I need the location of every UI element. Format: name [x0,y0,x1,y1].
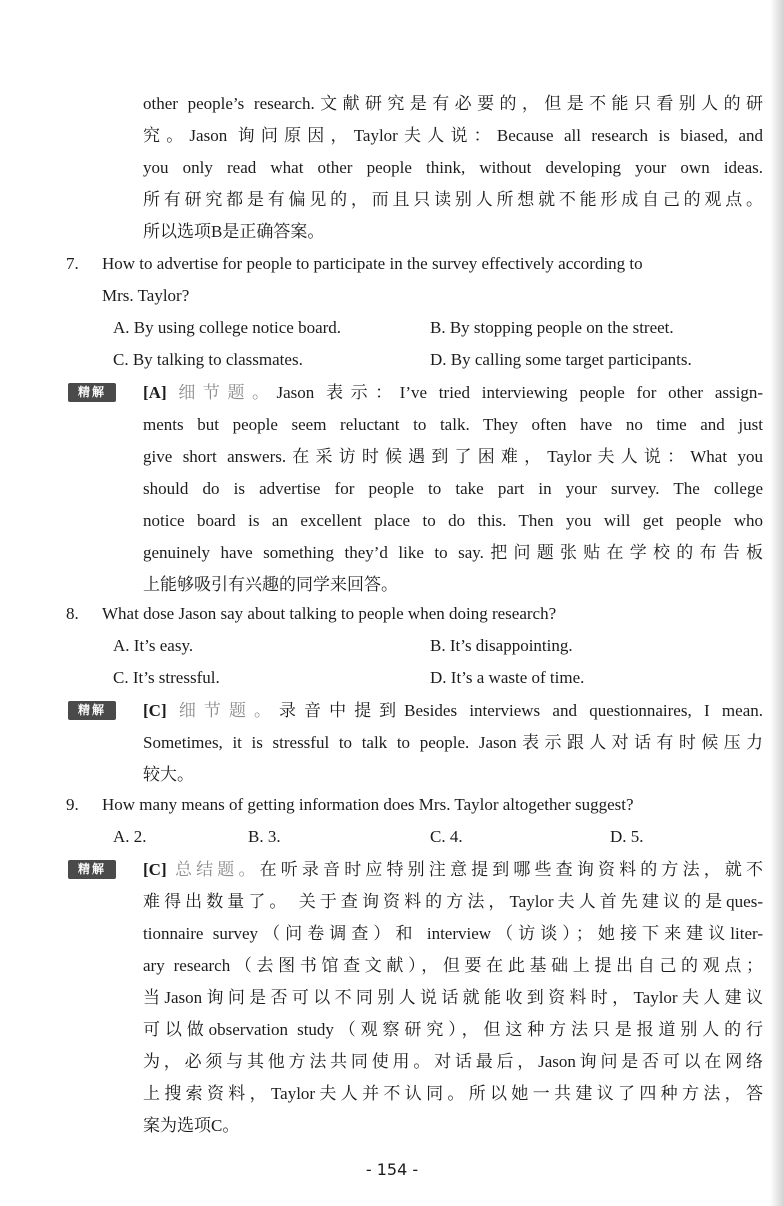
explanation-line: 上能够吸引有兴趣的同学来回答。 [143,575,398,594]
explanation-line: 可以做observation study（观察研究），但这种方法只是报道别人的行 [143,1020,763,1039]
explanation-line: 当Jason询问是否可以不同别人说话就能收到资料时，Taylor夫人建议 [143,988,763,1007]
option-b: B. By stopping people on the street. [430,318,674,337]
option-a: A. 2. [113,827,147,846]
question-9 [66,789,763,821]
explanation-line: tionnaire survey（问卷调查）和 interview（访谈）；她接下来建议liter- [143,924,763,943]
question-number: 7. [66,254,79,273]
question-text-cont: Mrs. Taylor? [102,286,190,305]
explanation-line: 上搜索资料，Taylor夫人并不认同。所以她一共建议了四种方法，答 [143,1084,763,1103]
continued-text-line: 所以选项B是正确答案。 [143,222,325,241]
option-d: D. By calling some target participants. [430,350,692,369]
answer-key: [C] [143,701,167,720]
option-c: C. By talking to classmates. [113,350,303,369]
continued-text-line: other people’s research.文献研究是有必要的，但是不能只看别人的研 [143,94,763,113]
explanation-first-line [143,377,763,409]
question-category: 细节题。 [178,701,280,720]
explanation-line: 为，必须与其他方法共同使用。对话最后，Jason询问是否可以在网络 [143,1052,763,1071]
explanation-line: give short answers.在采访时候遇到了困难，Taylor夫人说：What you [143,447,763,466]
explanation-badge: 精解 [68,860,116,879]
question-number: 8. [66,604,79,623]
explanation-line: 较大。 [143,765,194,784]
explanation-line: genuinely have something they’d like to say.把问题张贴在学校的布告板 [143,543,763,562]
question-text: What dose Jason say about talking to people when doing research? [102,604,557,623]
option-d: D. It’s a waste of time. [430,668,585,687]
explanation-badge: 精解 [68,701,116,720]
explanation-text: Jason 表示：I’ve tried interviewing people for other assign- [276,383,764,402]
option-b: B. It’s disappointing. [430,636,573,655]
option-a: A. By using college notice board. [113,318,342,337]
explanation-line: notice board is an excellent place to do this. Then you will get people who [143,511,763,530]
explanation-line: Sometimes, it is stressful to talk to people. Jason表示跟人对话有时候压力 [143,733,763,752]
option-b: B. 3. [248,827,281,846]
question-8 [66,598,763,630]
explanation-text: 录音中提到Besides interviews and questionnaires, I mean. [279,701,763,720]
option-d: D. 5. [610,827,644,846]
question-text: How many means of getting information does Mrs. Taylor altogether suggest? [102,795,634,814]
explanation-first-line [143,695,763,727]
explanation-text: 在听录音时应特别注意提到哪些查询资料的方法，就不 [259,860,764,879]
option-c: C. 4. [430,827,463,846]
continued-text-line: you only read what other people think, without developing your own ideas. [143,158,763,177]
explanation-line: 难得出数量了。 关于查询资料的方法，Taylor夫人首先建议的是ques- [143,892,763,911]
explanation-line: should do is advertise for people to take part in your survey. The college [143,479,763,498]
page-edge-shadow [770,0,784,1206]
question-text: How to advertise for people to participate in the survey effectively according to [102,254,643,273]
continued-text-line: 究。Jason 询问原因，Taylor夫人说：Because all research is biased, and [143,126,763,145]
explanation-badge: 精解 [68,383,116,402]
continued-text-line: 所有研究都是有偏见的，而且只读别人所想就不能形成自己的观点。 [143,190,763,209]
answer-key: [C] [143,860,167,879]
explanation-line: ments but people seem reluctant to talk. They often have no time and just [143,415,763,434]
answer-key: [A] [143,383,167,402]
explanation-line: 案为选项C。 [143,1116,240,1135]
question-7 [66,248,763,280]
question-category: 总结题。 [175,860,260,879]
option-a: A. It’s easy. [113,636,194,655]
page-number: - 154 - [365,1160,419,1179]
question-number: 9. [66,795,79,814]
question-category: 细节题。 [178,383,277,402]
explanation-first-line [143,854,763,886]
explanation-line: ary research（去图书馆查文献），但要在此基础上提出自己的观点； [143,956,763,975]
option-c: C. It’s stressful. [113,668,220,687]
